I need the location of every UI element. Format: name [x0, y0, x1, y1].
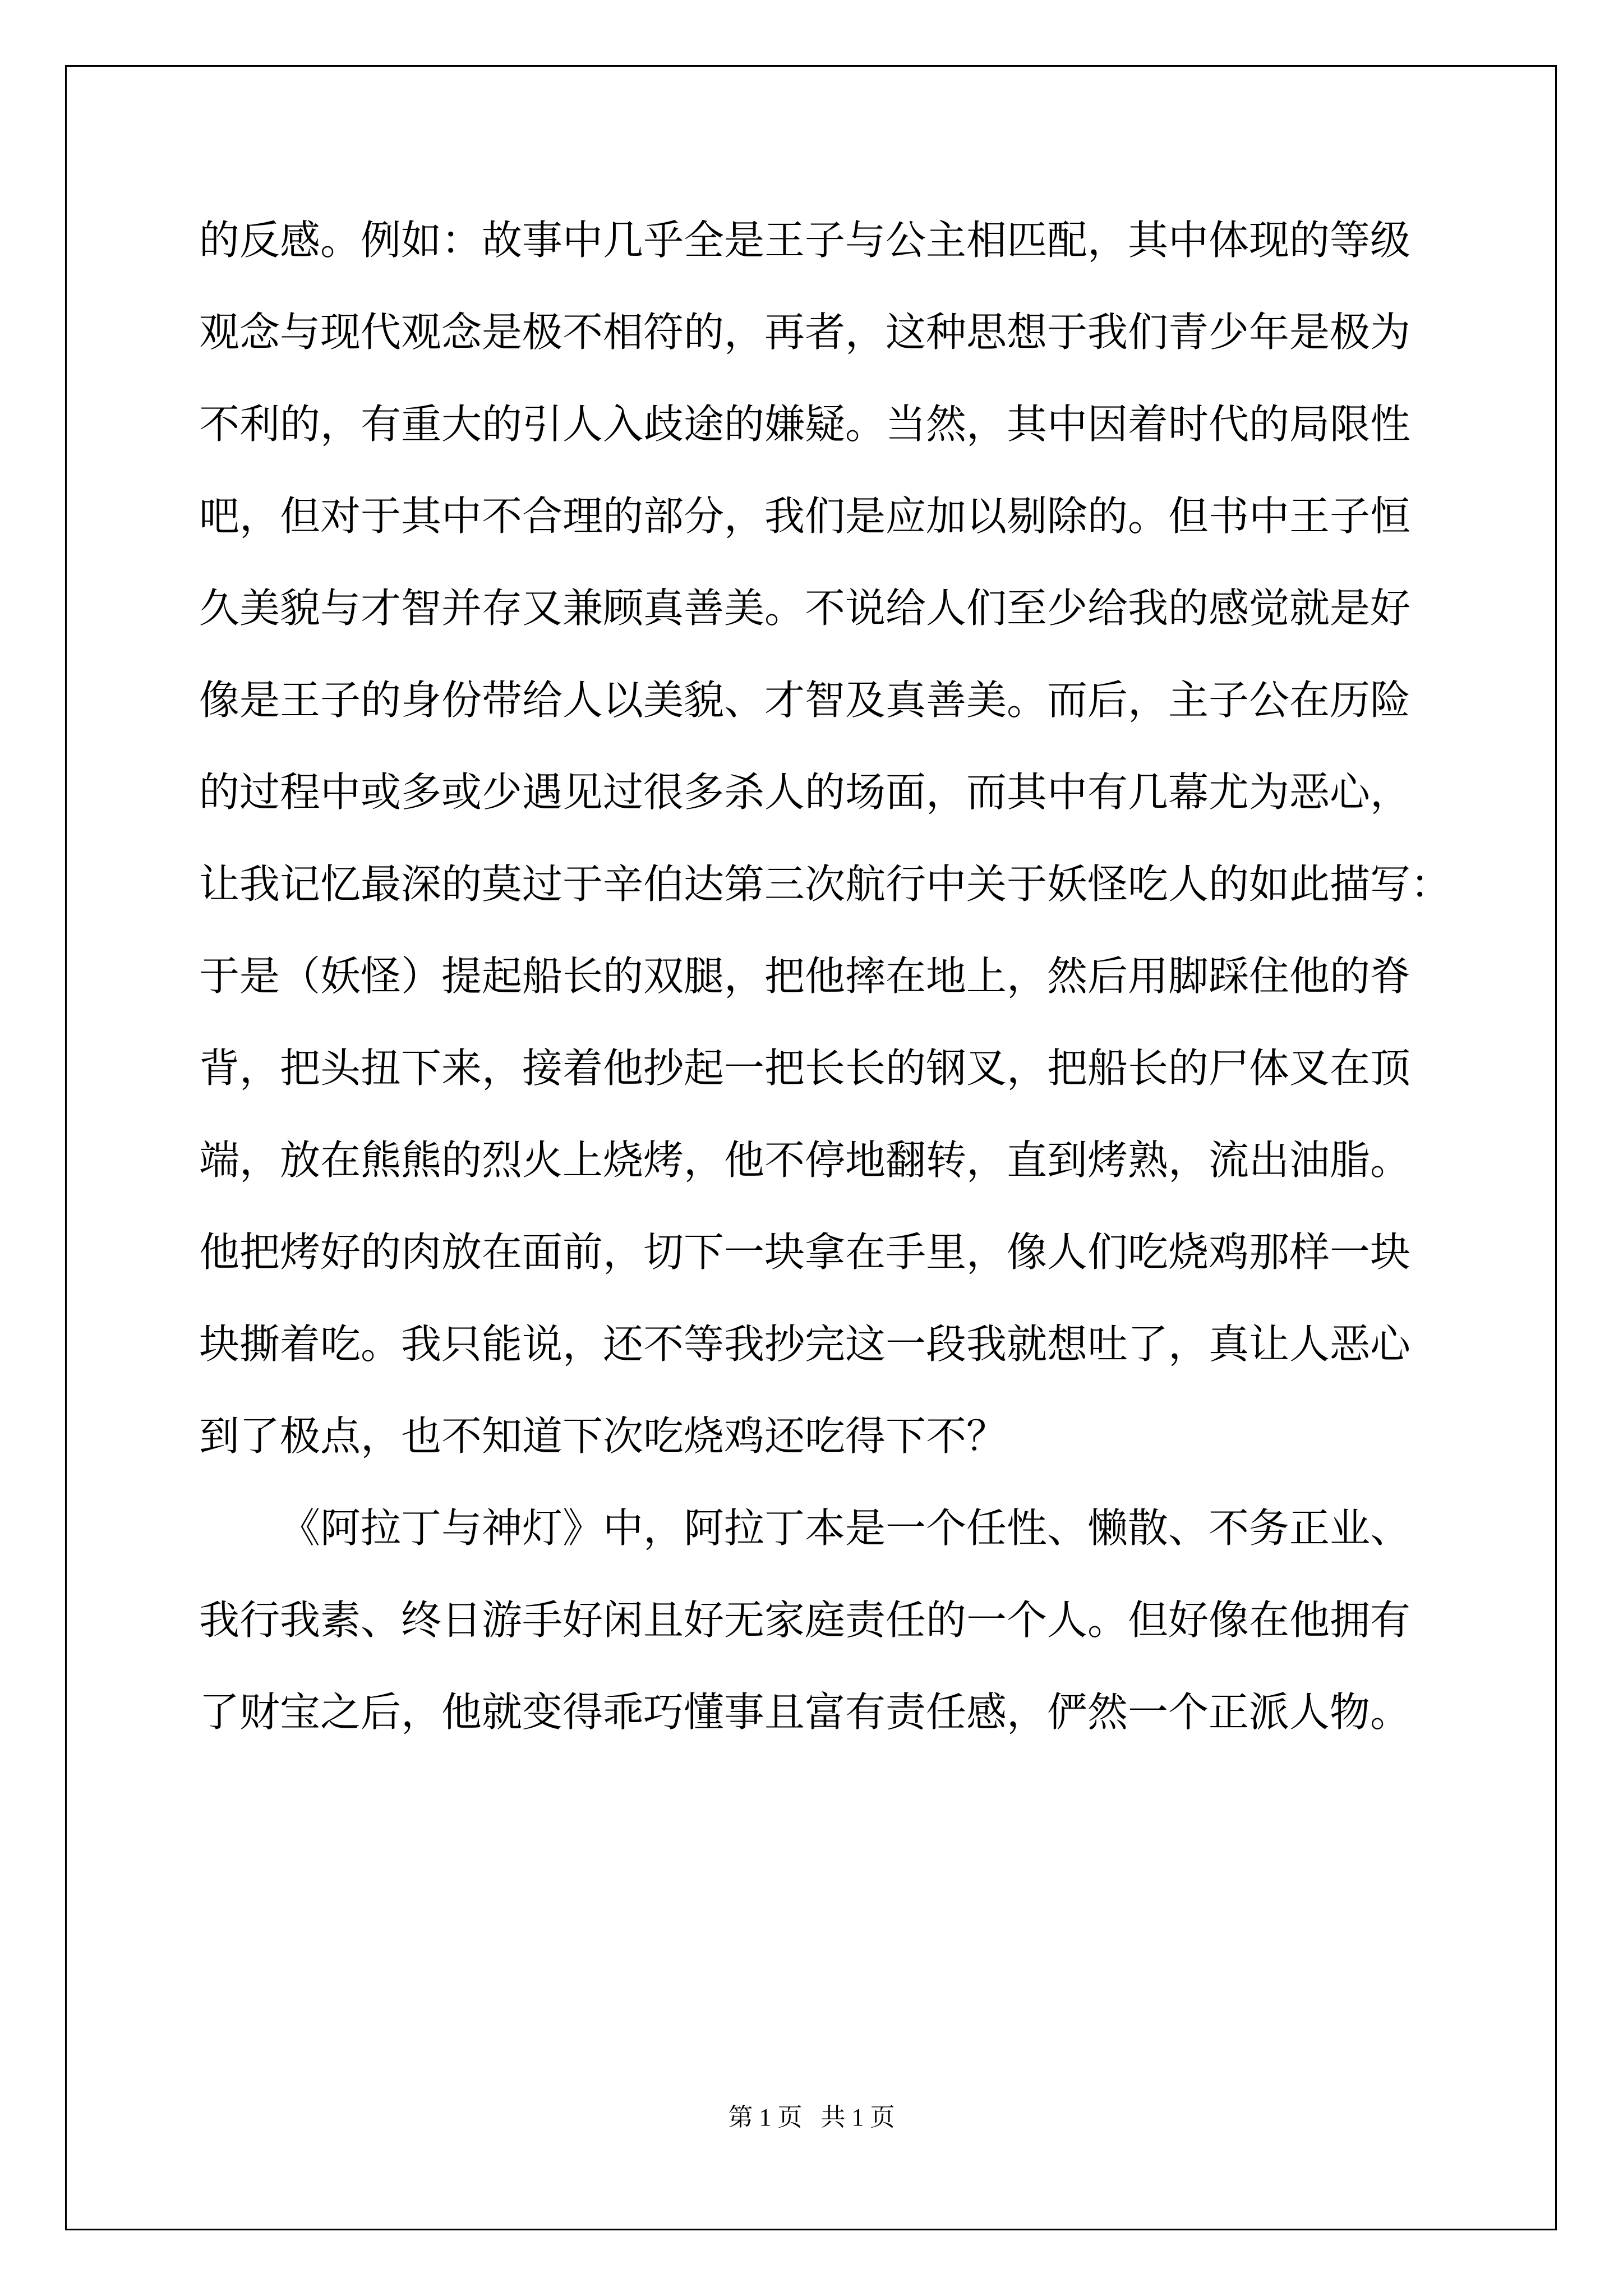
text-line: 背，把头扭下来，接着他抄起一把长长的钢叉，把船长的尸体叉在顶	[199, 1045, 1411, 1092]
text-line: 块撕着吃。我只能说，还不等我抄完这一段我就想吐了，真让人恶心	[199, 1320, 1411, 1368]
text-line: 吧，但对于其中不合理的部分，我们是应加以剔除的。但书中王子恒	[199, 493, 1411, 540]
text-line: 于是（妖怪）提起船长的双腿，把他摔在地上，然后用脚踩住他的脊	[199, 953, 1411, 1000]
text-line: 观念与现代观念是极不相符的，再者，这种思想于我们青少年是极为	[199, 309, 1411, 356]
document-body	[199, 217, 1451, 1784]
text-line: 像是王子的身份带给人以美貌、才智及真善美。而后，主子公在历险	[199, 677, 1411, 724]
paragraph-first-line: 《阿拉丁与神灯》中，阿拉丁本是一个任性、懒散、不务正业、	[280, 1504, 1411, 1552]
text-line: 到了极点，也不知道下次吃烧鸡还吃得下不？	[199, 1412, 1007, 1460]
text-line: 的过程中或多或少遇见过很多杀人的场面，而其中有几幕尤为恶心，	[199, 769, 1411, 816]
page-number-footer: 第 1 页 共 1 页	[728, 2104, 895, 2131]
text-line: 了财宝之后，他就变得乖巧懂事且富有责任感，俨然一个正派人物。	[199, 1688, 1411, 1736]
text-line: 不利的，有重大的引人入歧途的嫌疑。当然，其中因着时代的局限性	[199, 401, 1411, 448]
text-line: 他把烤好的肉放在面前，切下一块拿在手里，像人们吃烧鸡那样一块	[199, 1228, 1411, 1276]
text-line: 端，放在熊熊的烈火上烧烤，他不停地翻转，直到烤熟，流出油脂。	[199, 1137, 1411, 1184]
text-line: 我行我素、终日游手好闲且好无家庭责任的一个人。但好像在他拥有	[199, 1596, 1411, 1644]
text-line: 让我记忆最深的莫过于辛伯达第三次航行中关于妖怪吃人的如此描写：	[199, 861, 1451, 908]
text-line: 的反感。例如：故事中几乎全是王子与公主相匹配，其中体现的等级	[199, 217, 1411, 264]
text-line: 久美貌与才智并存又兼顾真善美。不说给人们至少给我的感觉就是好	[199, 585, 1411, 632]
